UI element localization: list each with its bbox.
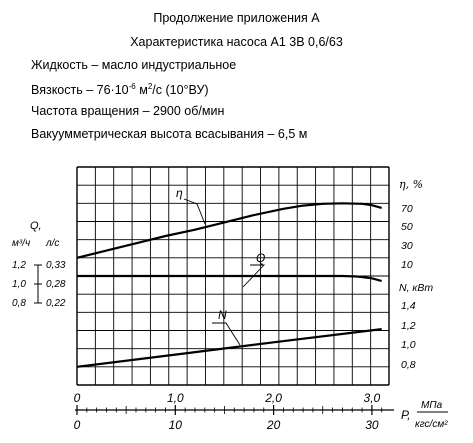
eta-axis-tick: 70 [401,203,413,215]
eta-axis-tick: 30 [401,240,413,252]
header-line-2: Характеристика насоса А1 3В 0,6/63 [130,35,343,49]
eta-axis-tick: 10 [401,259,413,271]
param-viscosity-mid: м [135,83,148,98]
pressure-unit-mpa: МПа [421,400,443,411]
param-viscosity-exp: -6 [128,82,136,91]
pressure-tick-kgf: 20 [266,418,281,432]
n-axis-title: N, кВт [399,282,434,294]
pressure-tick-mpa: 0 [73,391,81,405]
leader-line-n [212,323,240,345]
param-suction: Вакуумметрическая высота всасывания – 6,5 м [31,127,308,141]
n-axis-tick: 1,2 [401,320,416,332]
n-axis-tick: 1,0 [401,339,416,351]
n-axis-tick: 1,4 [401,300,416,312]
pressure-tick-mpa: 2,0 [265,391,282,405]
eta-axis-tick: 50 [401,221,413,233]
pressure-unit-kgf: кгс/см² [415,419,448,430]
curve-label-q: Q [256,251,266,265]
eta-axis-title: η, % [399,178,424,191]
pressure-tick-kgf: 0 [73,418,81,432]
param-viscosity-pre: Вязкость – 76·10 [31,83,129,98]
param-speed: Частота вращения – 2900 об/мин [31,104,225,118]
param-liquid: Жидкость – масло индустриальное [31,58,237,72]
curve-label-eta: η [176,186,183,200]
curve-eta [77,203,382,257]
param-viscosity-post: /с (10°ВУ) [152,83,209,98]
q-axis-tick-ls: 0,28 [46,279,66,290]
param-viscosity-sq: 2 [147,82,153,91]
q-axis-tick-ls: 0,33 [46,260,66,271]
pressure-tick-mpa: 1,0 [166,391,184,405]
curve-label-n: N [218,308,227,322]
n-axis-tick: 0,8 [401,359,416,371]
pressure-tick-kgf: 10 [168,418,182,432]
curve-n [77,329,382,367]
q-axis-unit-ls: л/с [46,238,60,249]
q-axis-tick-m3h: 0,8 [12,298,26,309]
q-axis-title: Q, [30,220,42,232]
q-axis-tick-m3h: 1,0 [12,279,26,290]
q-axis-tick-m3h: 1,2 [12,260,26,271]
q-axis-tick-ls: 0,22 [46,298,66,309]
pressure-tick-kgf: 30 [365,418,379,432]
curve-q [77,276,382,281]
header-line-1: Продолжение приложения А [153,11,320,25]
q-axis-unit-m3h: м³/ч [12,238,31,249]
pressure-axis-title: Р, [401,408,411,422]
pressure-tick-mpa: 3,0 [363,391,381,405]
